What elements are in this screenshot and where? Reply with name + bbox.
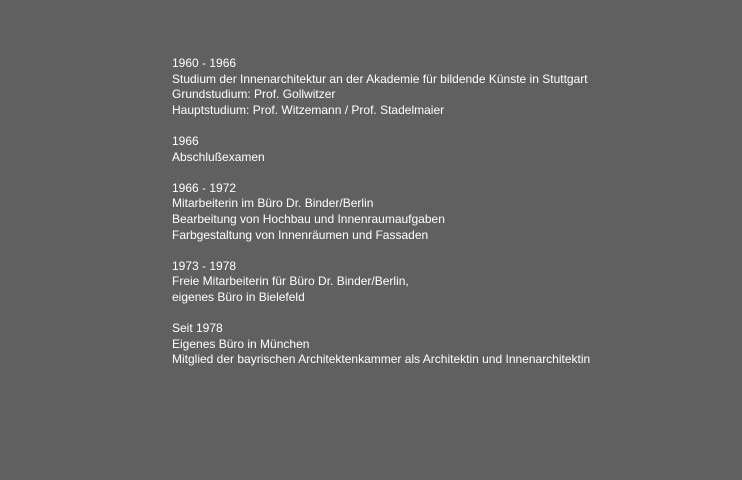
entry-line: Abschlußexamen [172, 149, 265, 164]
cv-entry-1960-1966 [172, 56, 732, 118]
cv-entry-seit-1978 [172, 321, 732, 368]
cv-entry-1973-1978 [172, 259, 732, 306]
entry-line: Mitarbeiterin im Büro Dr. Binder/Berlin [172, 196, 374, 211]
entry-period: 1966 - 1972 [172, 180, 237, 195]
cv-text-block [172, 56, 732, 383]
entry-line: Grundstudium: Prof. Gollwitzer [172, 87, 336, 102]
entry-period: Seit 1978 [172, 321, 223, 336]
entry-line: Eigenes Büro in München [172, 336, 310, 351]
cv-entry-1966 [172, 134, 732, 165]
entry-line: Studium der Innenarchitektur an der Akademie für bildende Künste in Stuttgart [172, 71, 588, 86]
cv-entry-1966-1972 [172, 181, 732, 243]
entry-period: 1973 - 1978 [172, 258, 237, 273]
entry-line: eigenes Büro in Bielefeld [172, 289, 305, 304]
entry-line: Bearbeitung von Hochbau und Innenraumaufgaben [172, 211, 445, 226]
entry-line: Hauptstudium: Prof. Witzemann / Prof. Stadelmaier [172, 102, 445, 117]
entry-period: 1966 [172, 133, 199, 148]
entry-line: Farbgestaltung von Innenräumen und Fassaden [172, 227, 429, 242]
entry-period: 1960 - 1966 [172, 56, 237, 70]
entry-line: Mitglied der bayrischen Architektenkammer als Architektin und Innenarchitektin [172, 352, 591, 367]
entry-line: Freie Mitarbeiterin für Büro Dr. Binder/Berlin, [172, 274, 409, 289]
